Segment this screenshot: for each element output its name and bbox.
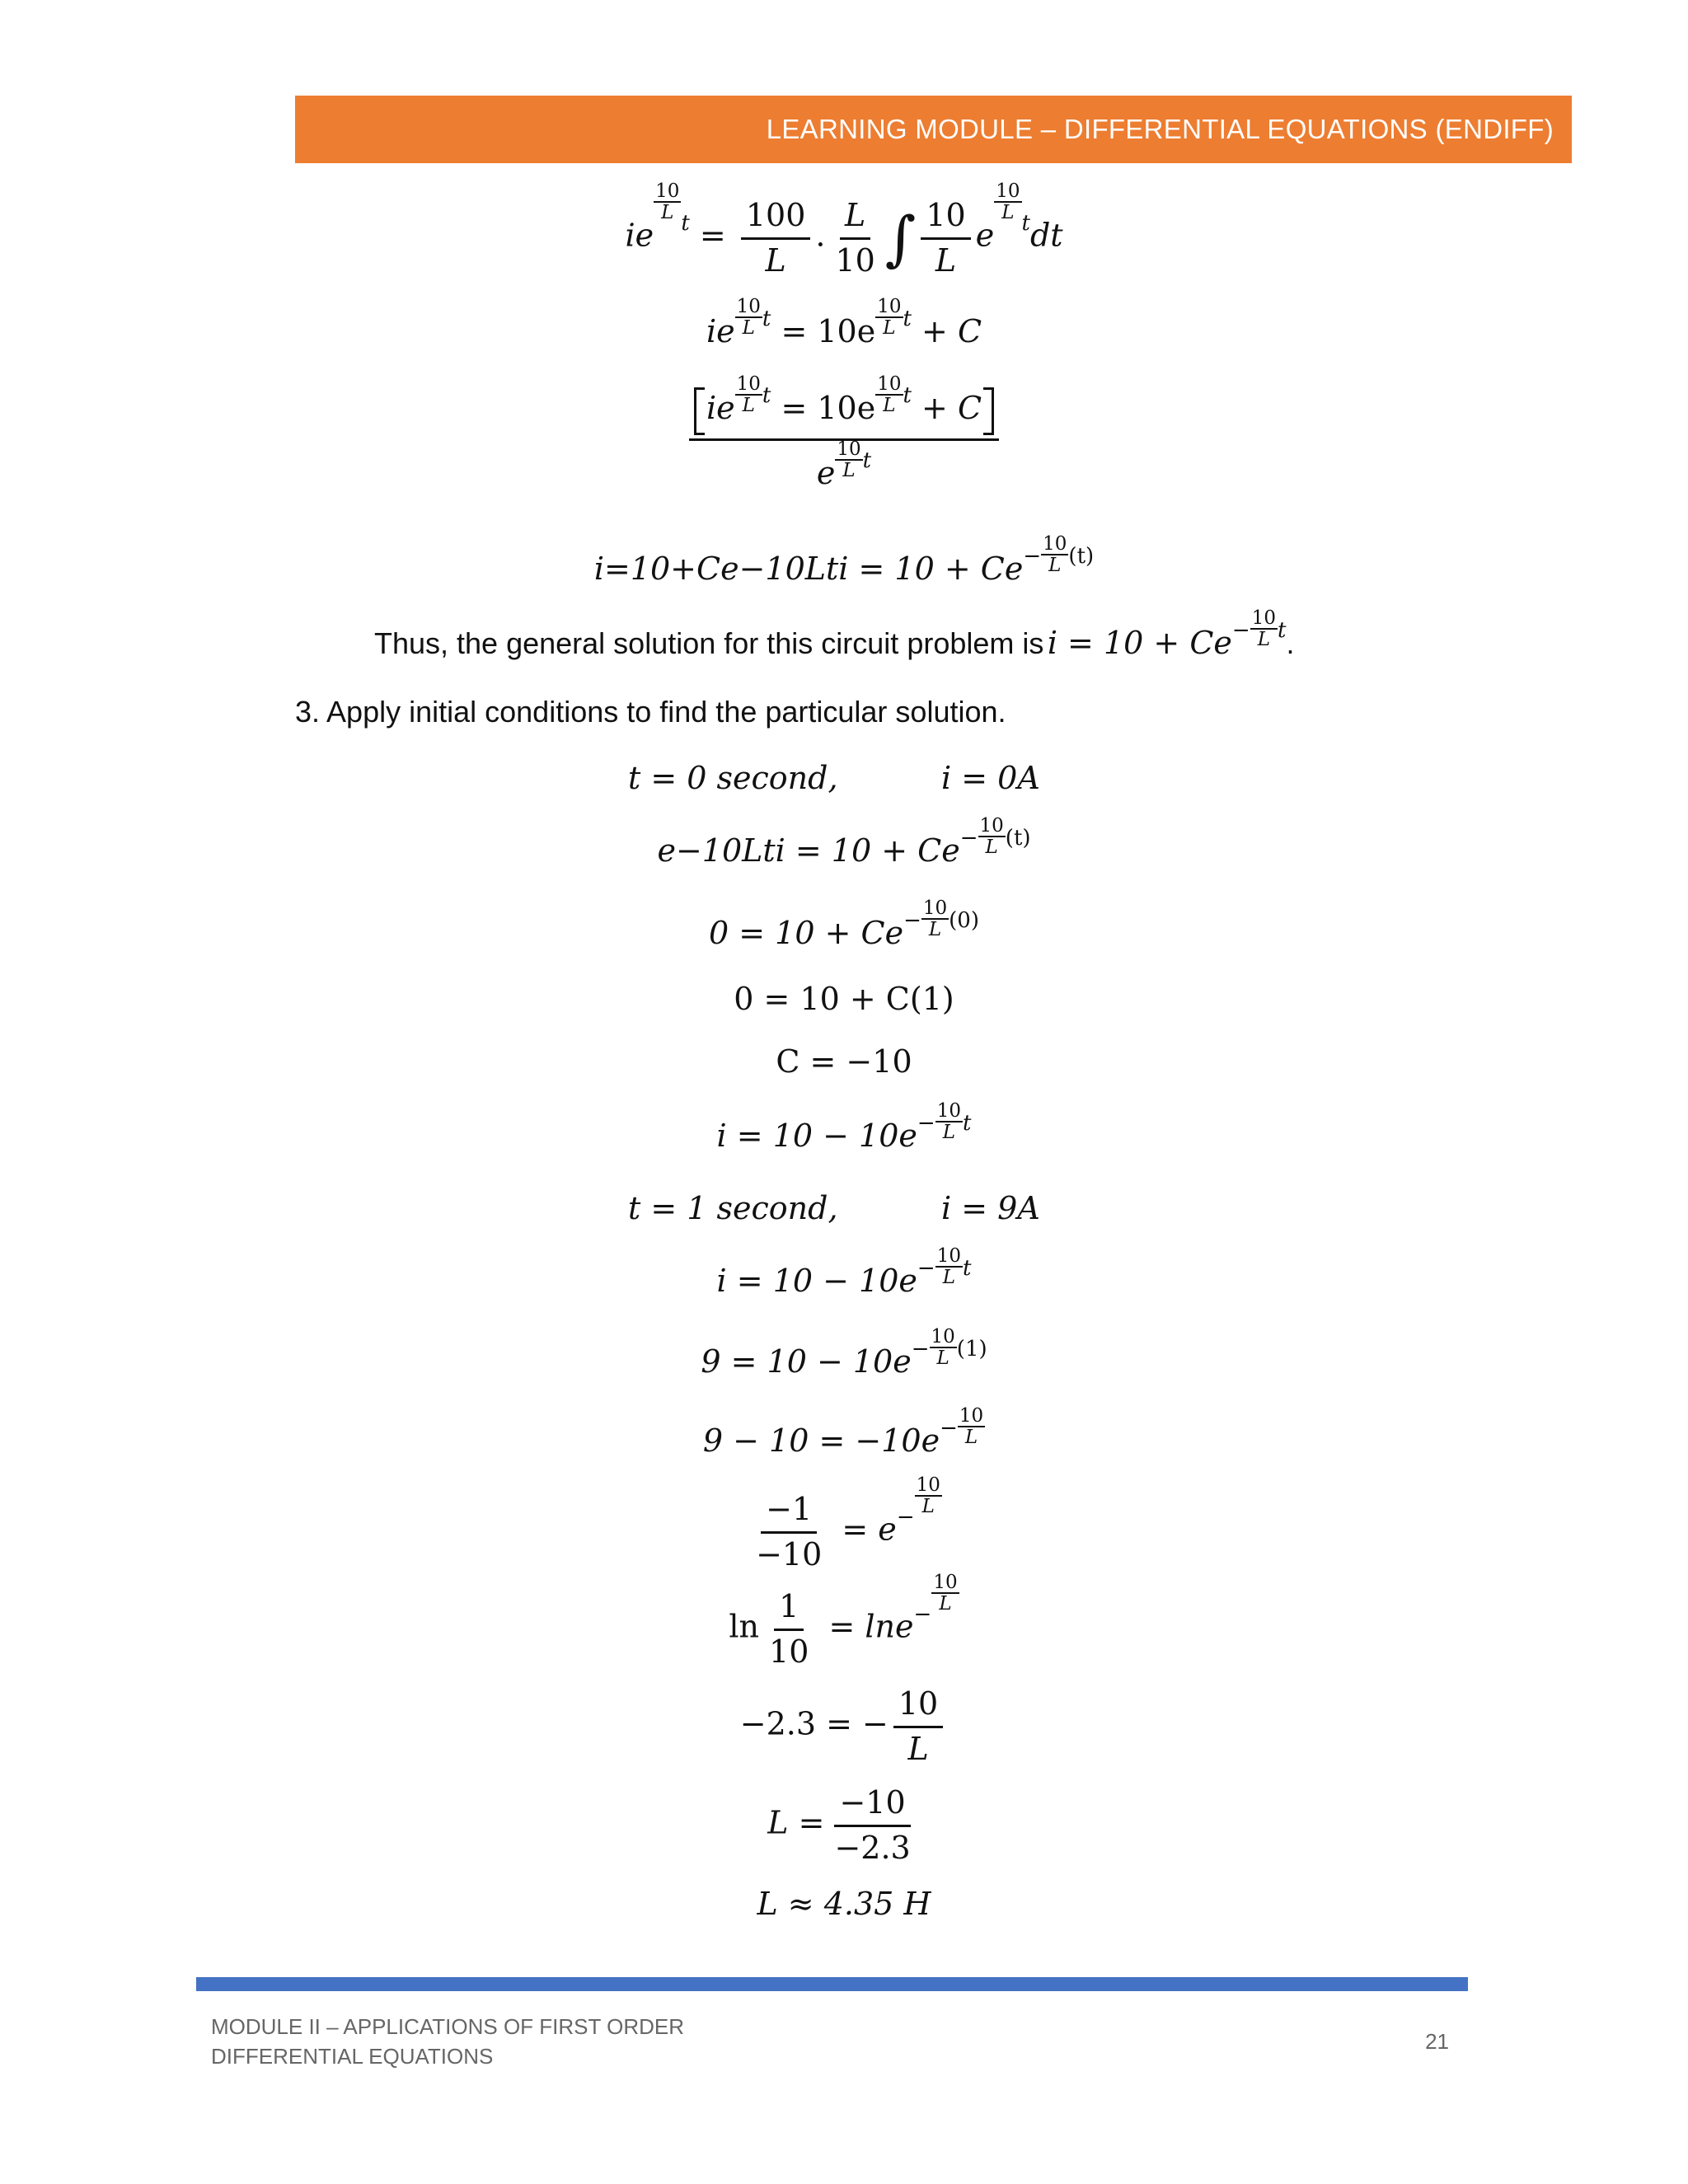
equation-divide: ie $^{\frac{10}{L} t}$ = 10e $^{\frac{10}{L} t}$ + C e $^{\frac{10}{L} t}$ [0,387,1688,498]
equation-general-form: $e-10Lti = 10 + Ce^{- \frac{10}{L} (t)}$ [657,815,1031,869]
equation-L-result: L ≈ 4.35 H [757,1886,931,1922]
equation-ratio: $\frac{-1}{-10}$ = $e^{- \frac{10}{L}}$ [756,1474,940,1572]
equation-natural-log: ln $\frac{1}{10}$ = lne$^{- \frac{10}{L}}$ [729,1572,958,1670]
equation-substitute-zero: $0 = 10 + Ce^{- \frac{10}{L} (0)}$ [708,898,979,951]
general-solution-sentence: Thus, the general solution for this circuit problem is $i = 10 + Ce^{- \frac{10}{L} t}$. [374,607,1295,661]
equation-substitute-one: $9 = 10 - 10e^{- \frac{10}{L} (1)}$ [701,1326,987,1380]
equation-solved-i: $i=10+Ce-10Lti = 10 + Ce^{- \frac{10}{L} (t)}$ [593,533,1095,587]
header-title: LEARNING MODULE – DIFFERENTIAL EQUATIONS (ENDIFF) [766,114,1554,144]
equation-integrated: ie $^{\frac{10}{L} t}$ = 10e $^{\frac{10}{L} t}$ + C [706,296,982,349]
equation-c-value: C = −10 [776,1043,912,1080]
equation-integral: ie $^{\frac{10}{L} t}$ = $\frac{100}{L}$ . $\frac{L}{10}$ ∫ $\frac{10}{L}$ e $^{\frac{10}{L} t}$dt [625,180,1063,279]
header-bar [295,96,1572,163]
equation-log-value: −2.3 = − $\frac{10}{L}$ [0,1686,1688,1767]
equation-particular-solution: $i = 10 - 10e^{- \frac{10}{L} t}$ [716,1100,972,1154]
step-3-heading: 3. Apply initial conditions to find the particular solution. [295,695,1006,729]
equation-solve-L: L = $\frac{-10}{-2.3}$ [767,1784,911,1866]
page-number: 21 [1425,2029,1449,2054]
footer-bar [196,1977,1468,1991]
equation-particular-solution-repeat: $i = 10 - 10e^{- \frac{10}{L} t}$ [716,1245,972,1299]
equation-c-times-one: 0 = 10 + C(1) [734,981,954,1017]
equation-rearrange: $9 - 10 = -10e^{- \frac{10}{L}}$ [702,1405,984,1459]
footer-module-title: MODULE II – APPLICATIONS OF FIRST ORDER DIFFERENTIAL EQUATIONS [211,2014,685,2069]
